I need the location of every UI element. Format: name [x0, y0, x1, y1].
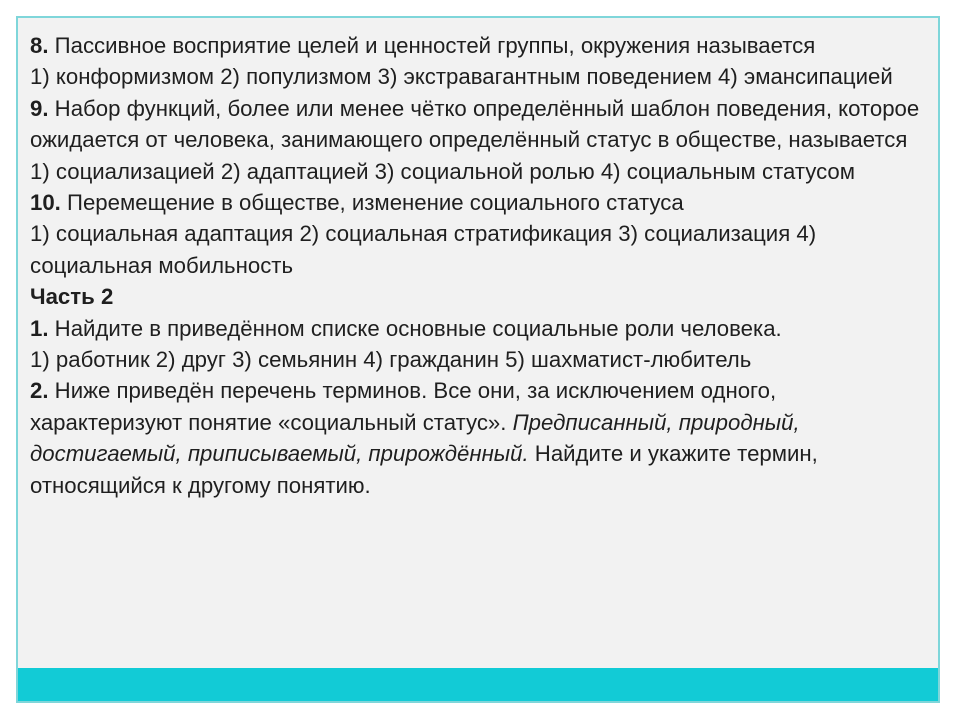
part-2-question-2-number: 2.	[30, 378, 49, 404]
part-2-question-1-text: Найдите в приведённом списке основные социальные роли человека.	[48, 315, 782, 341]
part-2-question-2-text-start: Ниже приведён перечень терминов. Все они, за исключением одного, характеризуют понятие «социальный статус».	[30, 378, 777, 435]
part-2-title-text: Часть 2	[30, 284, 114, 310]
part-2-question-2-text-end: Найдите и укажите термин, относящийся к другому понятию.	[30, 441, 818, 498]
question-8-options: 1) конформизмом 2) популизмом 3) экстравагантным поведением 4) эмансипацией	[30, 64, 893, 90]
question-8	[30, 30, 930, 61]
question-9-text: Набор функций, более или менее чётко определённый шаблон поведения, которое ожидается от человека, занимающего определённый статус в обществе, называется	[30, 95, 920, 153]
question-9-options: 1) социализацией 2) адаптацией 3) социальной ролью 4) социальным статусом	[30, 158, 856, 184]
part-2-question-1	[30, 313, 930, 344]
content-box	[16, 16, 940, 703]
part-2-question-1-number: 1.	[30, 315, 49, 341]
part-2-title	[30, 281, 930, 312]
bottom-accent-band	[18, 668, 938, 701]
question-9	[30, 93, 930, 156]
question-8-number: 8.	[30, 33, 49, 58]
question-10	[30, 187, 930, 218]
part-2-question-1-options: 1) работник 2) друг 3) семьянин 4) гражданин 5) шахматист-любитель	[30, 347, 752, 373]
question-9-number: 9.	[30, 95, 49, 121]
question-10-options: 1) социальная адаптация 2) социальная стратификация 3) социализация 4) социальная мобильность	[30, 221, 817, 278]
text-area	[30, 30, 930, 501]
question-10-text: Перемещение в обществе, изменение социального статуса	[60, 190, 684, 216]
question-8-text: Пассивное восприятие целей и ценностей группы, окружения называется	[48, 33, 816, 58]
part-2-question-2	[30, 375, 930, 501]
part-2-question-2-terms: Предписанный, природный, достигаемый, приписываемый, прирождённый.	[30, 409, 800, 467]
question-10-number: 10.	[30, 190, 61, 216]
